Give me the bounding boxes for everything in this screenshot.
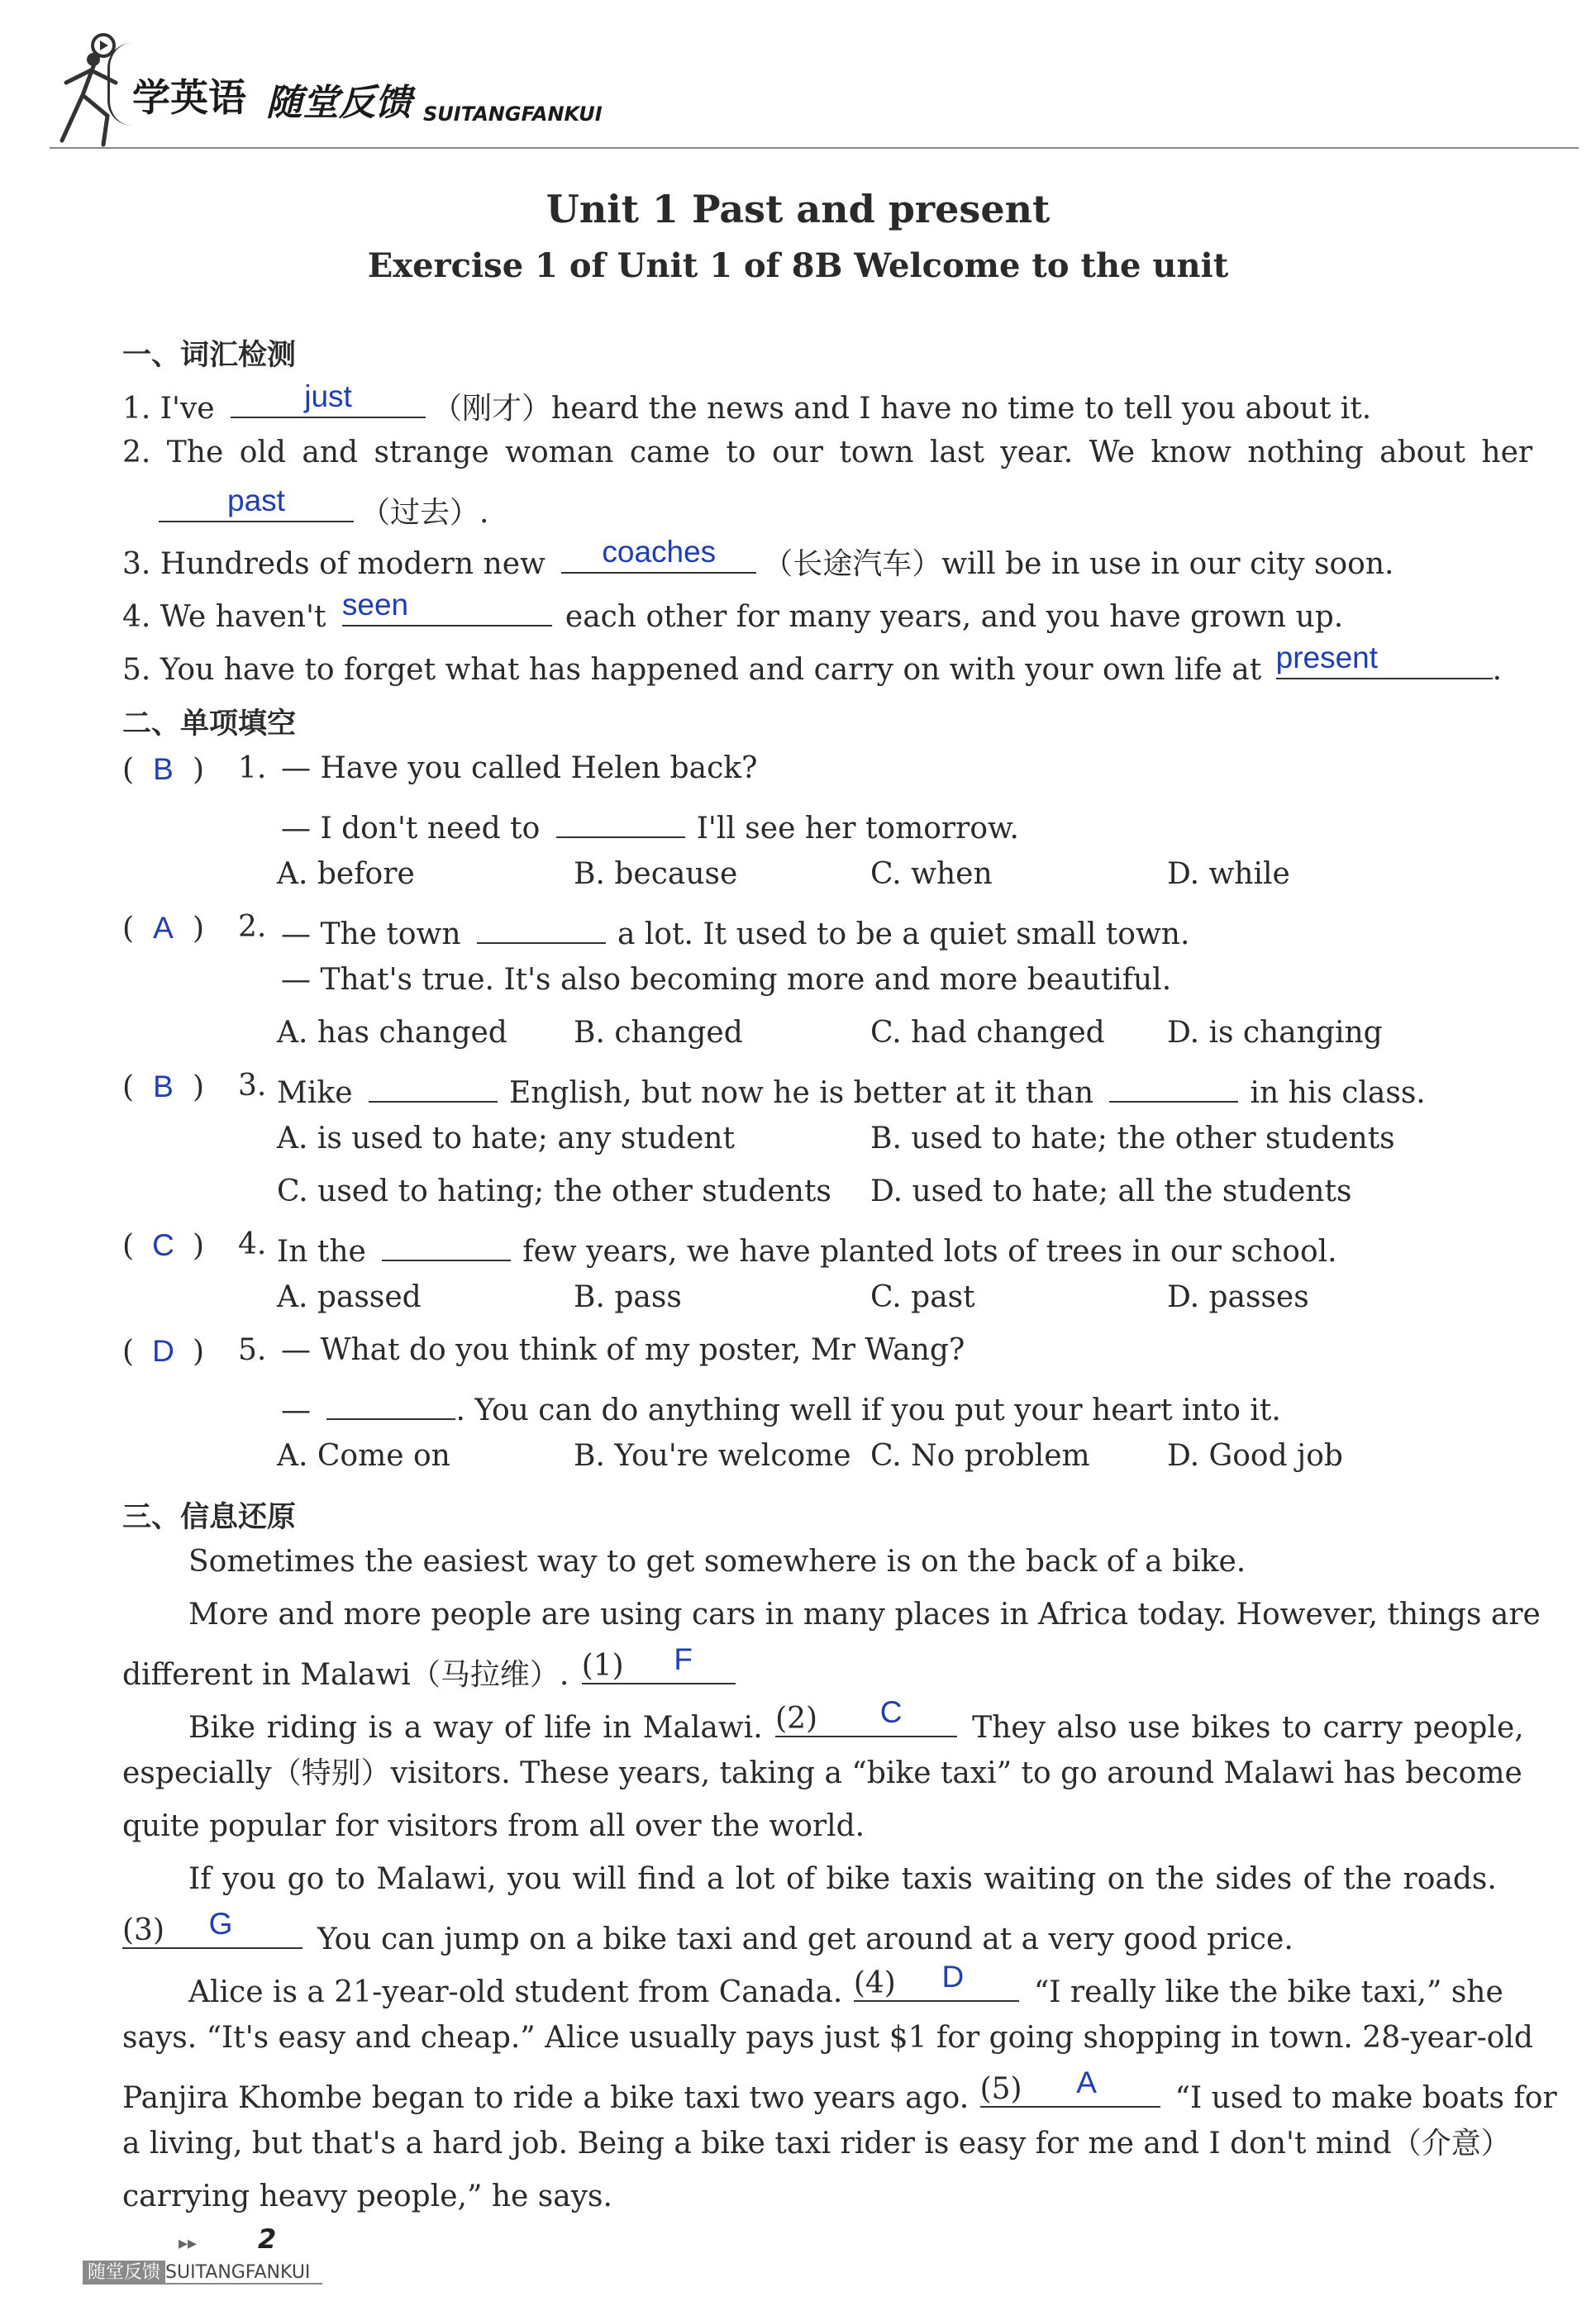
vocab-text: 4. We haven't bbox=[122, 600, 326, 634]
passage-answer-2: C bbox=[879, 1695, 903, 1729]
passage-line bbox=[188, 1960, 1503, 2009]
vocab-text: 5. You have to forget what has happened and carry on with your own life at bbox=[122, 653, 1262, 687]
vocab-text: （长途汽车）will be in use in our city soon. bbox=[763, 547, 1394, 581]
option-a[interactable]: A. before bbox=[277, 857, 415, 891]
option-b[interactable]: B. changed bbox=[574, 1016, 743, 1050]
question-stem: — Have you called Helen back? bbox=[281, 751, 758, 785]
answer-1[interactable]: B bbox=[153, 752, 174, 786]
vocab-text: each other for many years, and you have grown up. bbox=[565, 600, 1344, 634]
vocab-item-2b bbox=[159, 484, 489, 530]
section1-heading: 一、词汇检测 bbox=[122, 339, 297, 372]
passage-answer-4: D bbox=[941, 1960, 965, 1994]
vocab-answer-1: just bbox=[304, 379, 352, 413]
stem-text: In the bbox=[277, 1235, 366, 1269]
passage-line: says. “It's easy and cheap.” Alice usually pays just $1 for going shopping in town. 28-year-old bbox=[122, 2021, 1533, 2055]
stem-text: — I don't need to bbox=[281, 812, 541, 846]
option-d[interactable]: D. Good job bbox=[1167, 1439, 1343, 1473]
stem-text: . You can do anything well if you put your heart into it. bbox=[455, 1394, 1281, 1427]
question-number: 5. bbox=[238, 1333, 267, 1367]
vocab-item-5 bbox=[122, 641, 1503, 687]
option-a[interactable]: A. passed bbox=[277, 1280, 422, 1314]
vocab-text: 3. Hundreds of modern new bbox=[122, 547, 545, 581]
blank-label: (2) bbox=[775, 1702, 818, 1736]
question-stem: — That's true. It's also becoming more and more beautiful. bbox=[281, 963, 1172, 997]
vocab-answer-5: present bbox=[1275, 641, 1379, 674]
blank-label: (5) bbox=[979, 2072, 1022, 2106]
vocab-item-1 bbox=[122, 379, 1372, 426]
question-blank bbox=[1109, 1071, 1238, 1103]
vocab-text: （过去）. bbox=[360, 496, 489, 530]
passage-line: a living, but that's a hard job. Being a bike taxi rider is easy for me and I don't mind（介意） bbox=[122, 2127, 1511, 2161]
vocab-answer-4: seen bbox=[341, 588, 409, 622]
brand-pinyin: SUITANGFANKUI bbox=[423, 102, 603, 126]
passage-text: You can jump on a bike taxi and get around at a very good price. bbox=[317, 1922, 1293, 1956]
vocab-text: （刚才）heard the news and I have no time to tell you about it. bbox=[432, 392, 1372, 426]
passage-line: quite popular for visitors from all over the world. bbox=[122, 1809, 865, 1843]
question-blank bbox=[382, 1230, 511, 1261]
answer-paren-1: ( B ) bbox=[122, 752, 204, 787]
vocab-text: 1. I've bbox=[122, 392, 215, 426]
passage-text: “I really like the bike taxi,” she bbox=[1033, 1975, 1503, 2009]
section3-heading: 三、信息还原 bbox=[122, 1501, 297, 1534]
brand-text: 学英语 bbox=[132, 75, 246, 120]
vocab-blank-4[interactable] bbox=[341, 588, 552, 627]
option-c[interactable]: C. past bbox=[870, 1280, 975, 1314]
question-stem: — What do you think of my poster, Mr Wang? bbox=[281, 1333, 965, 1367]
page-subtitle: Exercise 1 of Unit 1 of 8B Welcome to the unit bbox=[367, 246, 1229, 285]
answer-3[interactable]: B bbox=[153, 1070, 174, 1103]
passage-line bbox=[122, 1642, 736, 1692]
vocab-answer-3: coaches bbox=[602, 535, 717, 569]
question-stem bbox=[281, 807, 1019, 844]
passage-answer-1: F bbox=[674, 1642, 693, 1676]
passage-answer-3: G bbox=[208, 1907, 233, 1941]
arrow-icon: ▸▸ bbox=[179, 2233, 198, 2254]
answer-paren-2: ( A ) bbox=[122, 911, 204, 946]
passage-blank-2[interactable] bbox=[775, 1695, 957, 1737]
option-b[interactable]: B. used to hate; the other students bbox=[870, 1122, 1395, 1155]
passage-text: Bike riding is a way of life in Malawi. bbox=[188, 1711, 763, 1745]
option-a[interactable]: A. is used to hate; any student bbox=[277, 1122, 735, 1155]
vocab-item-2a: 2. The old and strange woman came to our town last year. We know nothing about her bbox=[122, 436, 1533, 469]
passage-text: They also use bikes to carry people, bbox=[972, 1711, 1524, 1745]
vocab-item-4 bbox=[122, 588, 1344, 634]
option-d[interactable]: D. passes bbox=[1167, 1280, 1309, 1314]
passage-line: Sometimes the easiest way to get somewhere is on the back of a bike. bbox=[188, 1545, 1246, 1579]
option-d[interactable]: D. used to hate; all the students bbox=[870, 1174, 1352, 1208]
passage-text: different in Malawi（马拉维）. bbox=[122, 1658, 569, 1692]
question-blank bbox=[556, 807, 685, 838]
stem-text: English, but now he is better at it than bbox=[508, 1076, 1093, 1110]
option-c[interactable]: C. had changed bbox=[870, 1016, 1105, 1050]
vocab-answer-2: past bbox=[227, 484, 285, 517]
passage-blank-3[interactable] bbox=[122, 1907, 303, 1949]
footer-badge: 随堂反馈 bbox=[83, 2261, 165, 2285]
page-title: Unit 1 Past and present bbox=[545, 187, 1051, 231]
option-c[interactable]: C. when bbox=[870, 857, 993, 891]
passage-answer-5: A bbox=[1076, 2065, 1097, 2099]
passage-line bbox=[122, 2065, 1557, 2115]
question-stem bbox=[277, 1230, 1337, 1267]
option-d[interactable]: D. while bbox=[1167, 857, 1290, 891]
option-d[interactable]: D. is changing bbox=[1167, 1016, 1383, 1050]
footer-brand bbox=[83, 2258, 310, 2284]
option-b[interactable]: B. because bbox=[574, 857, 738, 891]
passage-text: “I used to make boats for bbox=[1174, 2081, 1557, 2115]
option-c[interactable]: C. used to hating; the other students bbox=[277, 1174, 831, 1208]
question-stem bbox=[281, 912, 1189, 950]
question-blank bbox=[369, 1071, 498, 1103]
header-divider bbox=[50, 147, 1579, 149]
stem-text: a lot. It used to be a quiet small town. bbox=[617, 917, 1190, 951]
passage-line bbox=[122, 1907, 1293, 1956]
passage-text: Alice is a 21-year-old student from Canada. bbox=[188, 1975, 843, 2009]
answer-2[interactable]: A bbox=[153, 911, 174, 945]
passage-line: If you go to Malawi, you will find a lot of bike taxis waiting on the sides of the roads. bbox=[188, 1862, 1497, 1896]
passage-blank-5[interactable] bbox=[979, 2065, 1160, 2108]
footer-pinyin: SUITANGFANKUI bbox=[165, 2262, 311, 2283]
passage-line: especially（特别）visitors. These years, taking a “bike taxi” to go around Malawi has become bbox=[122, 1756, 1522, 1790]
option-c[interactable]: C. No problem bbox=[870, 1439, 1090, 1473]
question-stem bbox=[281, 1389, 1281, 1426]
stem-text: in his class. bbox=[1250, 1076, 1426, 1110]
stem-text: few years, we have planted lots of trees in our school. bbox=[522, 1235, 1337, 1269]
stem-text: I'll see her tomorrow. bbox=[696, 812, 1019, 846]
question-number: 2. bbox=[238, 910, 267, 944]
question-blank bbox=[326, 1389, 455, 1420]
vocab-blank-3[interactable] bbox=[561, 535, 756, 574]
vocab-blank-2[interactable] bbox=[159, 484, 354, 522]
question-number: 1. bbox=[238, 751, 267, 785]
option-a[interactable]: A. has changed bbox=[277, 1016, 507, 1050]
passage-blank-1[interactable] bbox=[581, 1642, 736, 1684]
answer-4[interactable]: C bbox=[152, 1228, 174, 1262]
option-b[interactable]: B. You're welcome bbox=[574, 1439, 851, 1473]
passage-line bbox=[188, 1695, 1524, 1745]
question-number: 4. bbox=[238, 1227, 267, 1261]
stem-text: — bbox=[281, 1394, 311, 1427]
footer-divider bbox=[83, 2283, 322, 2285]
question-stem bbox=[277, 1071, 1426, 1108]
option-b[interactable]: B. pass bbox=[574, 1280, 682, 1314]
vocab-text: . bbox=[1492, 653, 1503, 687]
vocab-blank-1[interactable] bbox=[231, 379, 426, 418]
brand-script: 随堂反馈 bbox=[266, 82, 412, 124]
stem-text: — The town bbox=[281, 917, 461, 951]
question-number: 3. bbox=[238, 1069, 267, 1103]
answer-5[interactable]: D bbox=[152, 1334, 174, 1368]
answer-paren-5: ( D ) bbox=[122, 1334, 204, 1369]
stem-text: Mike bbox=[277, 1076, 353, 1110]
blank-label: (4) bbox=[853, 1966, 896, 2000]
answer-paren-3: ( B ) bbox=[122, 1070, 204, 1104]
answer-paren-4: ( C ) bbox=[122, 1228, 204, 1263]
vocab-blank-5[interactable] bbox=[1275, 641, 1493, 679]
option-a[interactable]: A. Come on bbox=[277, 1439, 450, 1473]
passage-blank-4[interactable] bbox=[853, 1960, 1019, 2002]
vocab-item-3 bbox=[122, 535, 1394, 581]
passage-line: More and more people are using cars in many places in Africa today. However, things are bbox=[188, 1598, 1541, 1632]
section2-heading: 二、单项填空 bbox=[122, 708, 297, 741]
blank-label: (1) bbox=[581, 1649, 624, 1683]
blank-label: (3) bbox=[122, 1913, 164, 1947]
passage-line: carrying heavy people,” he says. bbox=[122, 2180, 612, 2213]
page-number: 2 bbox=[258, 2223, 277, 2255]
passage-text: Panjira Khombe began to ride a bike taxi two years ago. bbox=[122, 2081, 970, 2115]
question-blank bbox=[477, 912, 606, 944]
